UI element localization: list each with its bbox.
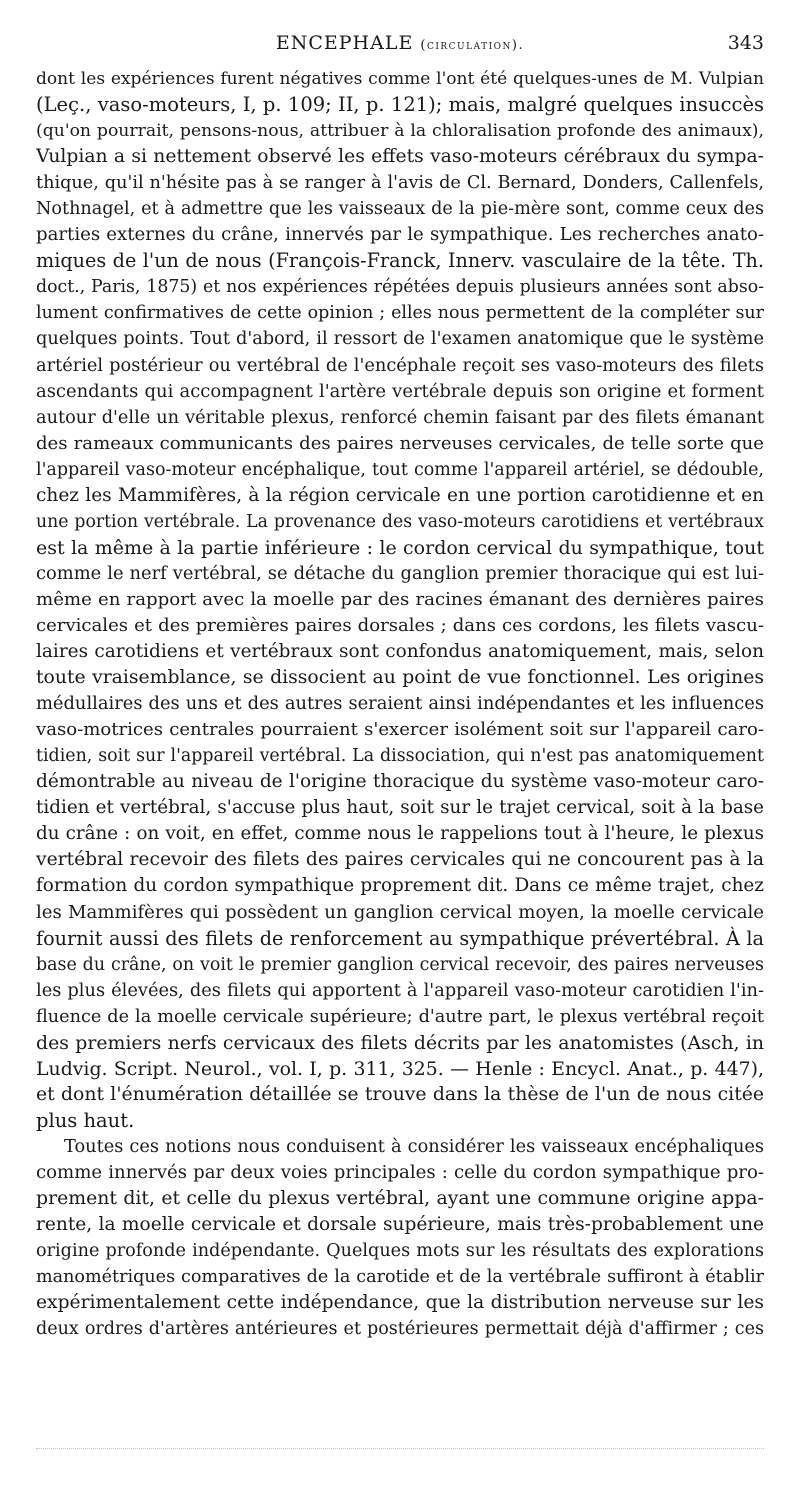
text-line: les plus élevées, des filets qui apportent à l'appareil vaso-moteur carotidien l'in- xyxy=(36,979,764,1001)
text-line: Ludvig. Script. Neurol., vol. I, p. 311, 325. — Henle : Encycl. Anat., p. 447), xyxy=(36,1057,764,1080)
text-line: les Mammifères qui possèdent un ganglion cervical moyen, la moelle cervicale xyxy=(36,901,764,923)
text-line: des premiers nerfs cervicaux des filets décrits par les anatomistes (Asch, in xyxy=(36,1031,764,1054)
text-line: (qu'on pourrait, pensons-nous, attribuer à la chloralisation profonde des animaux), xyxy=(36,121,764,142)
text-line: Vulpian a si nettement observé les effets vaso-moteurs cérébraux du sympa- xyxy=(36,146,764,168)
text-line: dont les expériences furent négatives comme l'ont été quelques-unes de M. Vulpian xyxy=(36,69,764,89)
text-line: fluence de la moelle cervicale supérieure; d'autre part, le plexus vertébral reçoit xyxy=(36,1006,764,1027)
text-line: laires carotidiens et vertébraux sont confondus anatomiquement, mais, selon xyxy=(36,641,764,663)
text-line: est la même à la partie inférieure : le cordon cervical du sympathique, tout xyxy=(36,536,764,559)
text-line: même en rapport avec la moelle par des racines émanant des dernières paires xyxy=(36,588,764,610)
text-line: autour d'elle un véritable plexus, renforcé chemin faisant par des filets émanant xyxy=(36,407,764,428)
text-line: et dont l'énumération détaillée se trouve dans la thèse de l'un de nous citée xyxy=(36,1083,764,1105)
text-line: doct., Paris, 1875) et nos expériences répétées depuis plusieurs années sont abso- xyxy=(36,277,764,298)
running-title xyxy=(36,30,764,59)
text-line: thique, qu'il n'hésite pas à se ranger à l'avis de Cl. Bernard, Donders, Callenfels, xyxy=(36,173,764,194)
running-title-main: ENCEPHALE xyxy=(275,32,414,54)
text-line: du crâne : on voit, en effet, comme nous le rappelions tout à l'heure, le plexus xyxy=(36,823,764,845)
text-line: manométriques comparatives de la carotide et de la vertébrale suffiront à établir xyxy=(36,1267,764,1288)
body-text xyxy=(36,66,764,1342)
text-line: artériel postérieur ou vertébral de l'encéphale reçoit ses vaso-moteurs des filets xyxy=(36,354,764,376)
text-line: tidien et vertébral, s'accuse plus haut, soit sur le trajet cervical, soit à la base xyxy=(36,797,764,819)
text-line: Toutes ces notions nous conduisent à considérer les vaisseaux encéphaliques xyxy=(64,1136,764,1157)
running-title-subtitle: (circulation). xyxy=(420,38,525,53)
text-line: ascendants qui accompagnent l'artère vertébrale depuis son origine et forment xyxy=(36,380,764,402)
bottom-dotted-rule xyxy=(36,1448,764,1449)
text-line: cervicales et des premières paires dorsales ; dans ces cordons, les filets vascu- xyxy=(36,614,764,636)
text-line: tidien, soit sur l'appareil vertébral. La dissociation, qui n'est pas anatomiquement xyxy=(36,746,764,767)
page-number: 343 xyxy=(727,32,764,54)
text-line: médullaires des uns et des autres seraient ainsi indépendantes et les influences xyxy=(36,693,764,715)
text-line: parties externes du crâne, innervés par le sympathique. Les recherches anato- xyxy=(36,224,764,246)
text-line: Nothnagel, et à admettre que les vaisseaux de la pie-mère sont, comme ceux des xyxy=(36,199,764,220)
text-line: plus haut. xyxy=(36,1108,135,1132)
text-line: deux ordres d'artères antérieures et postérieures permettait déjà d'affirmer ; ces xyxy=(36,1319,764,1340)
text-line: origine profonde indépendante. Quelques mots sur les résultats des explorations xyxy=(36,1241,764,1262)
text-line: chez les Mammifères, à la région cervicale en une portion carotidienne et en xyxy=(36,484,764,506)
text-line: toute vraisemblance, se dissocient au point de vue fonctionnel. Les origines xyxy=(36,667,764,689)
text-line: comme innervés par deux voies principales : celle du cordon sympathique pro- xyxy=(36,1161,764,1183)
text-line: fournit aussi des filets de renforcement au sympathique prévertébral. À la xyxy=(36,926,764,950)
text-line: des rameaux communicants des paires nerveuses cervicales, de telle sorte que xyxy=(36,432,764,454)
text-line: une portion vertébrale. La provenance des vaso-moteurs carotidiens et vertébraux xyxy=(36,511,764,532)
text-line: miques de l'un de nous (François-Franck, Innerv. vasculaire de la tête. Th. xyxy=(36,249,764,273)
text-line: lument confirmatives de cette opinion ; elles nous permettent de la compléter sur xyxy=(36,303,764,324)
text-line: l'appareil vaso-moteur encéphalique, tout comme l'appareil artériel, se dédouble, xyxy=(36,459,764,480)
text-line: vaso-motrices centrales pourraient s'exercer isolément soit sur l'appareil caro- xyxy=(36,719,764,741)
text-line: vertébral recevoir des filets des paires cervicales qui ne concourent pas à la xyxy=(36,849,764,871)
running-head xyxy=(36,30,764,56)
text-line: (Leç., vaso-moteurs, I, p. 109; II, p. 121); mais, malgré quelques insuccès xyxy=(36,93,764,117)
text-line: rente, la moelle cervicale et dorsale supérieure, mais très-probablement une xyxy=(36,1214,764,1236)
text-line: expérimentalement cette indépendance, que la distribution nerveuse sur les xyxy=(36,1292,764,1314)
text-line: base du crâne, on voit le premier ganglion cervical recevoir, des paires nerveuses xyxy=(36,954,764,975)
text-line: démontrable au niveau de l'origine thoracique du système vaso-moteur caro- xyxy=(36,771,764,793)
text-line: formation du cordon sympathique proprement dit. Dans ce même trajet, chez xyxy=(36,875,764,897)
text-line: quelques points. Tout d'abord, il ressort de l'examen anatomique que le système xyxy=(36,329,764,350)
text-line: comme le nerf vertébral, se détache du ganglion premier thoracique qui est lui- xyxy=(36,562,764,584)
text-line: prement dit, et celle du plexus vertébral, ayant une commune origine appa- xyxy=(36,1188,764,1210)
